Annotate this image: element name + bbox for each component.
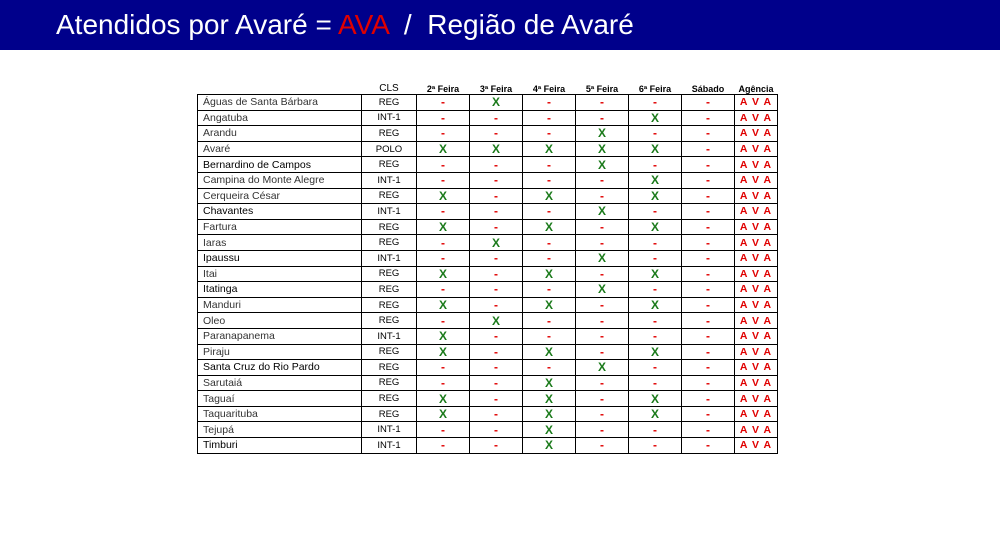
day-cell-terca: -	[470, 438, 523, 454]
header-quinta: 5ª Feira	[585, 84, 619, 94]
day-cell-quarta: -	[523, 172, 576, 188]
day-cell-segunda: -	[417, 126, 470, 142]
header-cls: CLS	[379, 83, 399, 94]
table-row	[198, 297, 778, 313]
agencia-cell: A V A	[735, 188, 778, 204]
day-cell-sabado: -	[682, 126, 735, 142]
day-cell-sexta: X	[629, 172, 682, 188]
day-cell-sexta: -	[629, 422, 682, 438]
day-cell-segunda: -	[417, 438, 470, 454]
day-cell-terca: -	[470, 110, 523, 126]
day-cell-quinta: X	[576, 250, 629, 266]
day-cell-quarta: X	[523, 391, 576, 407]
cls-cell: REG	[362, 375, 417, 391]
day-cell-sabado: -	[682, 219, 735, 235]
city-name: Manduri	[198, 297, 362, 313]
cls-cell: INT-1	[362, 110, 417, 126]
day-cell-sabado: -	[682, 188, 735, 204]
table-row	[198, 250, 778, 266]
city-name: Piraju	[198, 344, 362, 360]
day-cell-segunda: -	[417, 204, 470, 220]
day-cell-quarta: X	[523, 266, 576, 282]
day-cell-quarta: -	[523, 282, 576, 298]
day-cell-segunda: X	[417, 188, 470, 204]
day-cell-quarta: -	[523, 157, 576, 173]
day-cell-segunda: X	[417, 141, 470, 157]
agencia-cell: A V A	[735, 141, 778, 157]
day-cell-quarta: -	[523, 95, 576, 111]
day-cell-sabado: -	[682, 328, 735, 344]
day-cell-terca: -	[470, 204, 523, 220]
day-cell-sabado: -	[682, 391, 735, 407]
day-cell-sabado: -	[682, 282, 735, 298]
day-cell-sabado: -	[682, 172, 735, 188]
day-cell-sabado: -	[682, 250, 735, 266]
day-cell-sabado: -	[682, 266, 735, 282]
day-cell-quinta: -	[576, 95, 629, 111]
table-row	[198, 375, 778, 391]
agencia-cell: A V A	[735, 328, 778, 344]
day-cell-terca: -	[470, 126, 523, 142]
day-cell-quinta: X	[576, 141, 629, 157]
city-name: Cerqueira César	[198, 188, 362, 204]
day-cell-sabado: -	[682, 110, 735, 126]
day-cell-sexta: -	[629, 360, 682, 376]
header-quarta: 4ª Feira	[532, 84, 566, 94]
city-name: Taguaí	[198, 391, 362, 407]
day-cell-sabado: -	[682, 204, 735, 220]
city-name: Itatinga	[198, 282, 362, 298]
agencia-cell: A V A	[735, 282, 778, 298]
day-cell-sexta: X	[629, 188, 682, 204]
header-sexta: 6ª Feira	[638, 84, 672, 94]
day-cell-quinta: -	[576, 266, 629, 282]
header-sabado: Sábado	[691, 84, 725, 94]
day-cell-terca: X	[470, 141, 523, 157]
day-cell-sexta: X	[629, 344, 682, 360]
agencia-cell: A V A	[735, 157, 778, 173]
day-cell-quinta: -	[576, 438, 629, 454]
day-cell-sexta: X	[629, 266, 682, 282]
table-row	[198, 282, 778, 298]
cls-cell: REG	[362, 95, 417, 111]
day-cell-quinta: -	[576, 328, 629, 344]
cls-cell: REG	[362, 297, 417, 313]
day-cell-sabado: -	[682, 95, 735, 111]
day-cell-sexta: X	[629, 219, 682, 235]
day-cell-segunda: X	[417, 328, 470, 344]
cls-cell: REG	[362, 313, 417, 329]
agencia-cell: A V A	[735, 391, 778, 407]
cls-cell: REG	[362, 360, 417, 376]
header-terca: 3ª Feira	[479, 84, 513, 94]
cls-cell: INT-1	[362, 204, 417, 220]
day-cell-sabado: -	[682, 422, 735, 438]
table-row	[198, 141, 778, 157]
day-cell-segunda: -	[417, 313, 470, 329]
city-name: Timburi	[198, 438, 362, 454]
table-header-row	[198, 80, 778, 95]
schedule-table	[197, 80, 778, 454]
table-row	[198, 172, 778, 188]
day-cell-sexta: -	[629, 157, 682, 173]
agencia-cell: A V A	[735, 406, 778, 422]
day-cell-sabado: -	[682, 235, 735, 251]
day-cell-quinta: -	[576, 422, 629, 438]
agencia-cell: A V A	[735, 375, 778, 391]
day-cell-segunda: -	[417, 250, 470, 266]
day-cell-sabado: -	[682, 344, 735, 360]
table-row	[198, 219, 778, 235]
day-cell-segunda: X	[417, 344, 470, 360]
day-cell-segunda: -	[417, 422, 470, 438]
day-cell-quarta: X	[523, 438, 576, 454]
day-cell-quinta: -	[576, 344, 629, 360]
day-cell-sabado: -	[682, 313, 735, 329]
agencia-cell: A V A	[735, 344, 778, 360]
day-cell-sabado: -	[682, 375, 735, 391]
table-row	[198, 157, 778, 173]
city-name: Santa Cruz do Rio Pardo	[198, 360, 362, 376]
day-cell-quinta: -	[576, 172, 629, 188]
agencia-cell: A V A	[735, 235, 778, 251]
agencia-cell: A V A	[735, 266, 778, 282]
day-cell-sexta: -	[629, 95, 682, 111]
cls-cell: REG	[362, 126, 417, 142]
day-cell-segunda: -	[417, 282, 470, 298]
day-cell-quarta: -	[523, 110, 576, 126]
day-cell-sabado: -	[682, 438, 735, 454]
table-row	[198, 422, 778, 438]
day-cell-terca: -	[470, 422, 523, 438]
agencia-cell: A V A	[735, 95, 778, 111]
agencia-cell: A V A	[735, 422, 778, 438]
day-cell-segunda: -	[417, 172, 470, 188]
day-cell-quinta: -	[576, 188, 629, 204]
day-cell-sexta: -	[629, 375, 682, 391]
day-cell-sexta: X	[629, 391, 682, 407]
city-name: Chavantes	[198, 204, 362, 220]
city-name: Iaras	[198, 235, 362, 251]
day-cell-quarta: -	[523, 126, 576, 142]
day-cell-terca: -	[470, 172, 523, 188]
table-row	[198, 110, 778, 126]
cls-cell: INT-1	[362, 328, 417, 344]
day-cell-quarta: -	[523, 328, 576, 344]
day-cell-segunda: -	[417, 95, 470, 111]
day-cell-quarta: X	[523, 141, 576, 157]
day-cell-segunda: -	[417, 235, 470, 251]
city-name: Taquarituba	[198, 406, 362, 422]
day-cell-sexta: -	[629, 282, 682, 298]
title-suffix: / Região de Avaré	[388, 9, 634, 40]
day-cell-quinta: X	[576, 157, 629, 173]
title-prefix: Atendidos por Avaré =	[56, 9, 339, 40]
day-cell-terca: -	[470, 266, 523, 282]
day-cell-segunda: X	[417, 219, 470, 235]
day-cell-quinta: X	[576, 360, 629, 376]
cls-cell: REG	[362, 157, 417, 173]
table-row	[198, 438, 778, 454]
day-cell-terca: -	[470, 157, 523, 173]
table-row	[198, 266, 778, 282]
table-row	[198, 360, 778, 376]
day-cell-segunda: X	[417, 406, 470, 422]
city-name: Paranapanema	[198, 328, 362, 344]
day-cell-segunda: -	[417, 157, 470, 173]
day-cell-segunda: -	[417, 110, 470, 126]
day-cell-sexta: -	[629, 126, 682, 142]
day-cell-quinta: X	[576, 282, 629, 298]
city-name: Itai	[198, 266, 362, 282]
day-cell-quarta: -	[523, 250, 576, 266]
city-name: Angatuba	[198, 110, 362, 126]
agencia-cell: A V A	[735, 297, 778, 313]
table-row	[198, 328, 778, 344]
day-cell-terca: -	[470, 360, 523, 376]
header-segunda: 2ª Feira	[426, 84, 460, 94]
cls-cell: REG	[362, 235, 417, 251]
title-highlight: AVA	[338, 9, 389, 40]
day-cell-quinta: X	[576, 126, 629, 142]
day-cell-segunda: X	[417, 297, 470, 313]
agencia-cell: A V A	[735, 360, 778, 376]
day-cell-terca: -	[470, 406, 523, 422]
day-cell-quarta: X	[523, 188, 576, 204]
agencia-cell: A V A	[735, 204, 778, 220]
city-name: Arandu	[198, 126, 362, 142]
day-cell-quarta: -	[523, 360, 576, 376]
day-cell-terca: -	[470, 344, 523, 360]
day-cell-quarta: -	[523, 204, 576, 220]
table-row	[198, 188, 778, 204]
day-cell-quinta: -	[576, 406, 629, 422]
day-cell-quarta: X	[523, 219, 576, 235]
day-cell-quinta: -	[576, 375, 629, 391]
cls-cell: REG	[362, 406, 417, 422]
cls-cell: REG	[362, 266, 417, 282]
cls-cell: POLO	[362, 141, 417, 157]
city-name: Bernardino de Campos	[198, 157, 362, 173]
day-cell-sabado: -	[682, 141, 735, 157]
agencia-cell: A V A	[735, 172, 778, 188]
cls-cell: INT-1	[362, 422, 417, 438]
table-row	[198, 313, 778, 329]
header-name	[198, 80, 362, 95]
city-name: Oleo	[198, 313, 362, 329]
day-cell-sexta: X	[629, 297, 682, 313]
cls-cell: INT-1	[362, 172, 417, 188]
day-cell-quinta: -	[576, 219, 629, 235]
agencia-cell: A V A	[735, 313, 778, 329]
city-name: Fartura	[198, 219, 362, 235]
day-cell-terca: X	[470, 235, 523, 251]
day-cell-terca: -	[470, 375, 523, 391]
day-cell-terca: -	[470, 297, 523, 313]
table-row	[198, 344, 778, 360]
city-name: Avaré	[198, 141, 362, 157]
day-cell-sexta: -	[629, 250, 682, 266]
title-banner	[0, 0, 1000, 50]
day-cell-sabado: -	[682, 360, 735, 376]
agencia-cell: A V A	[735, 110, 778, 126]
day-cell-sexta: -	[629, 438, 682, 454]
city-name: Tejupá	[198, 422, 362, 438]
day-cell-segunda: X	[417, 391, 470, 407]
day-cell-sexta: -	[629, 204, 682, 220]
cls-cell: INT-1	[362, 438, 417, 454]
day-cell-quinta: X	[576, 204, 629, 220]
day-cell-quarta: X	[523, 375, 576, 391]
day-cell-quinta: -	[576, 110, 629, 126]
day-cell-terca: X	[470, 95, 523, 111]
page-title	[56, 9, 634, 41]
day-cell-quarta: X	[523, 406, 576, 422]
day-cell-terca: -	[470, 282, 523, 298]
day-cell-terca: -	[470, 391, 523, 407]
day-cell-terca: X	[470, 313, 523, 329]
day-cell-sexta: X	[629, 110, 682, 126]
table-row	[198, 95, 778, 111]
table-row	[198, 406, 778, 422]
day-cell-terca: -	[470, 328, 523, 344]
day-cell-sabado: -	[682, 406, 735, 422]
header-agencia: Agência	[738, 84, 774, 94]
city-name: Águas de Santa Bárbara	[198, 95, 362, 111]
day-cell-quinta: -	[576, 235, 629, 251]
city-name: Ipaussu	[198, 250, 362, 266]
cls-cell: REG	[362, 344, 417, 360]
day-cell-segunda: -	[417, 360, 470, 376]
city-name: Sarutaiá	[198, 375, 362, 391]
cls-cell: REG	[362, 219, 417, 235]
day-cell-sexta: -	[629, 328, 682, 344]
agencia-cell: A V A	[735, 126, 778, 142]
day-cell-sexta: -	[629, 235, 682, 251]
day-cell-quinta: -	[576, 391, 629, 407]
day-cell-quinta: -	[576, 313, 629, 329]
day-cell-segunda: X	[417, 266, 470, 282]
day-cell-sexta: X	[629, 141, 682, 157]
day-cell-terca: -	[470, 188, 523, 204]
agencia-cell: A V A	[735, 438, 778, 454]
day-cell-sabado: -	[682, 297, 735, 313]
cls-cell: REG	[362, 391, 417, 407]
day-cell-terca: -	[470, 219, 523, 235]
agencia-cell: A V A	[735, 250, 778, 266]
cls-cell: REG	[362, 282, 417, 298]
day-cell-quarta: X	[523, 422, 576, 438]
day-cell-quarta: X	[523, 344, 576, 360]
city-name: Campina do Monte Alegre	[198, 172, 362, 188]
table-row	[198, 204, 778, 220]
day-cell-quarta: -	[523, 235, 576, 251]
agencia-cell: A V A	[735, 219, 778, 235]
cls-cell: REG	[362, 188, 417, 204]
day-cell-quinta: -	[576, 297, 629, 313]
day-cell-sexta: -	[629, 313, 682, 329]
table-row	[198, 126, 778, 142]
day-cell-segunda: -	[417, 375, 470, 391]
day-cell-quarta: X	[523, 297, 576, 313]
day-cell-sabado: -	[682, 157, 735, 173]
table-row	[198, 235, 778, 251]
table-row	[198, 391, 778, 407]
day-cell-terca: -	[470, 250, 523, 266]
day-cell-quarta: -	[523, 313, 576, 329]
cls-cell: INT-1	[362, 250, 417, 266]
day-cell-sexta: X	[629, 406, 682, 422]
